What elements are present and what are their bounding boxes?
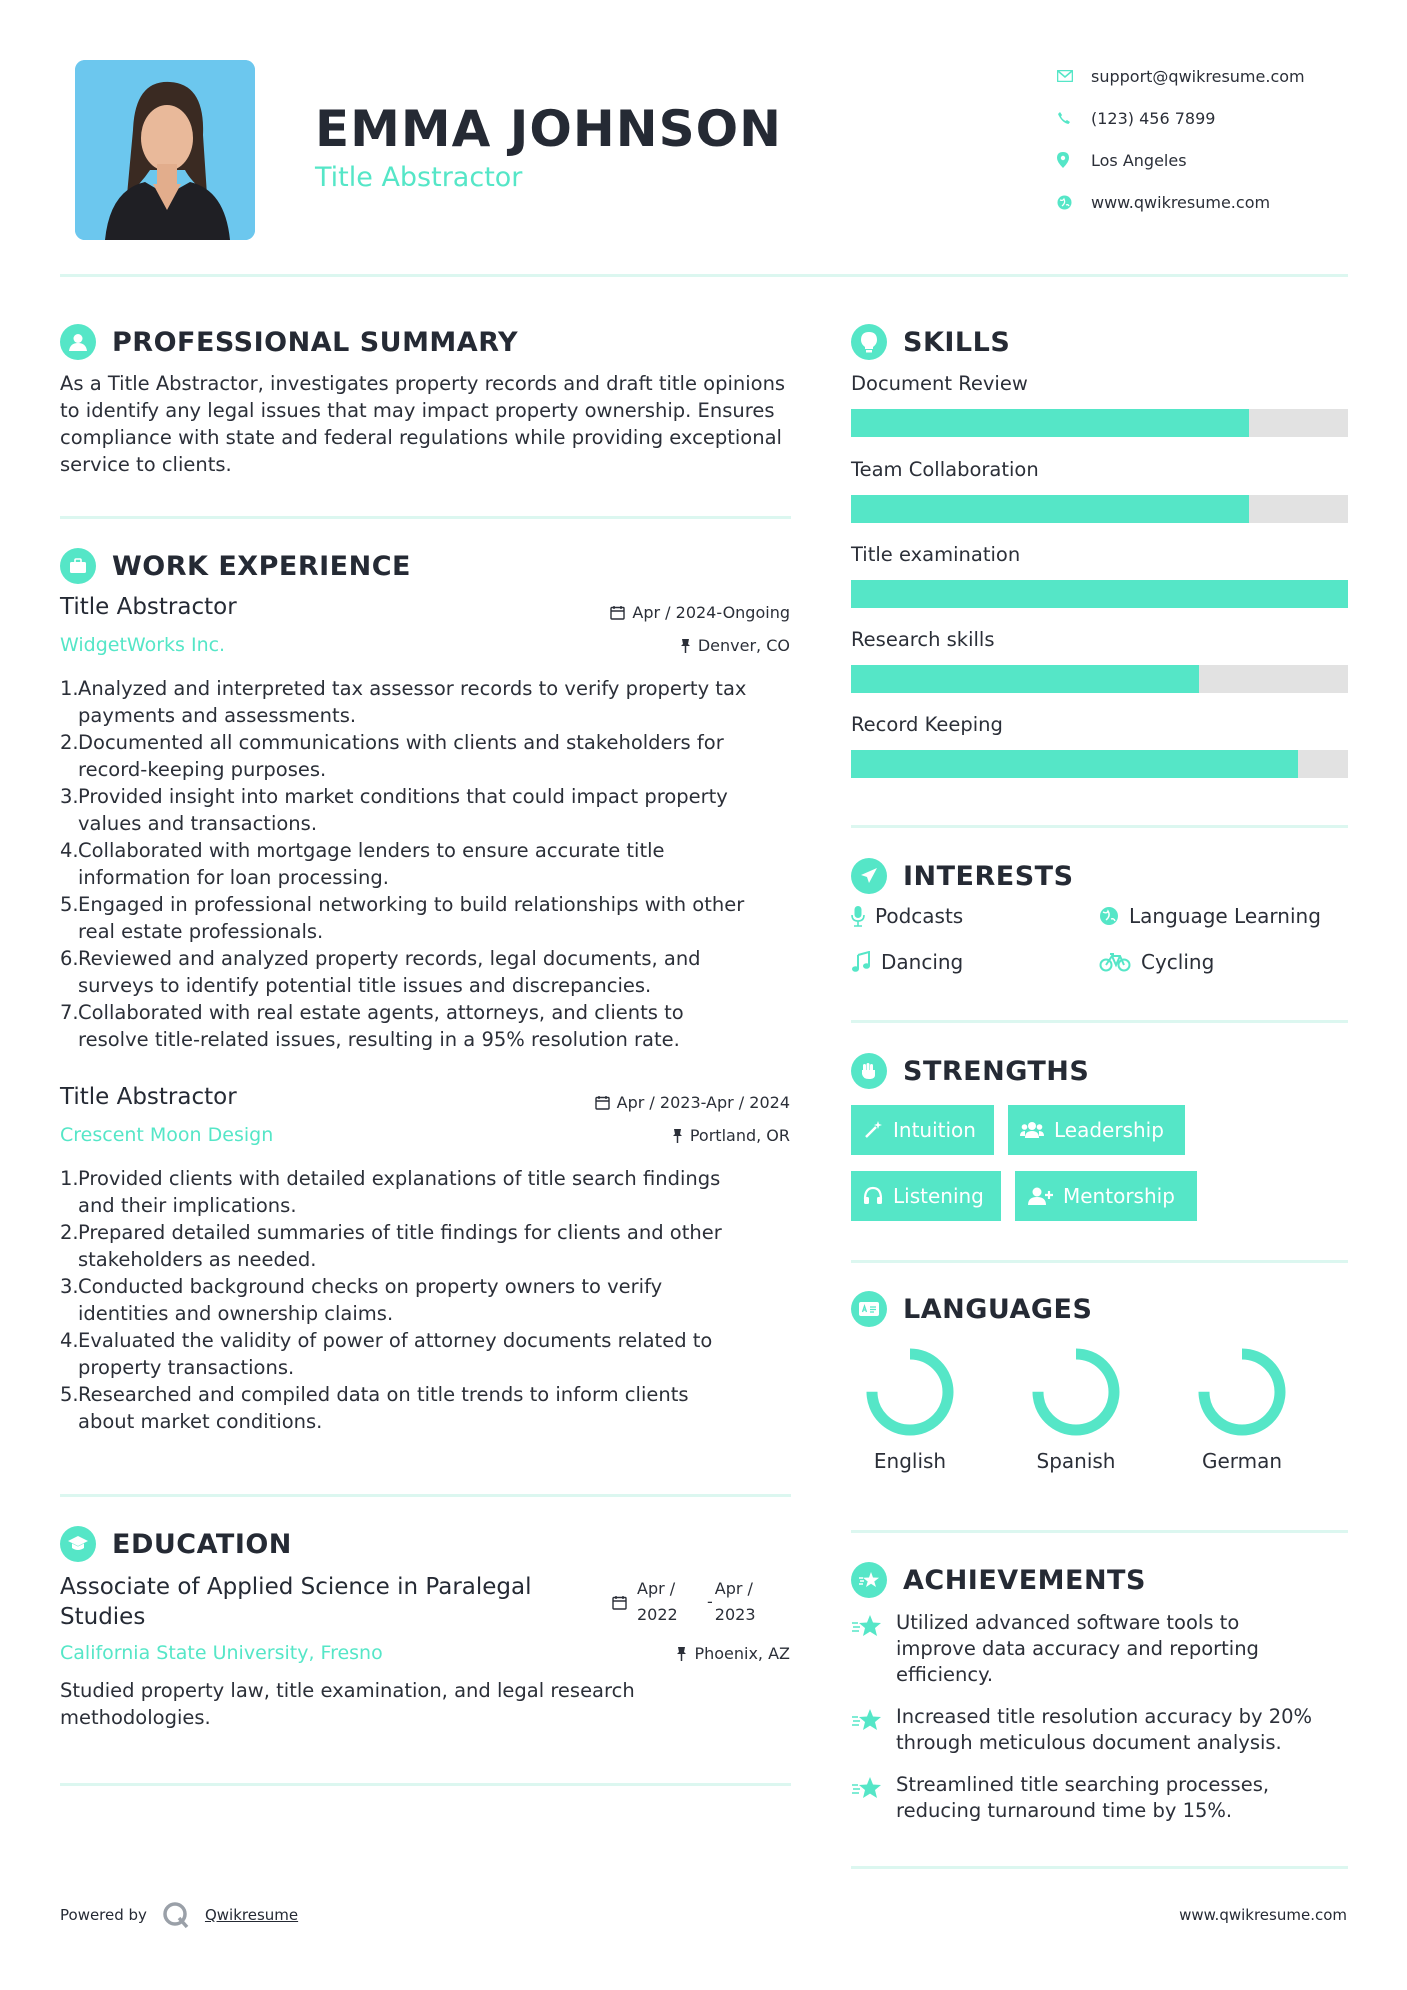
calendar-icon (610, 605, 625, 620)
website-text: www.qwikresume.com (1091, 192, 1271, 212)
qwikresume-link[interactable]: Qwikresume (204, 1906, 299, 1924)
interest-podcasts: Podcasts (851, 904, 963, 928)
briefcase-icon (68, 556, 88, 576)
work-heading: WORK EXPERIENCE (60, 548, 411, 584)
footer-powered-by (60, 1900, 298, 1930)
pushpin-icon (676, 1646, 687, 1661)
summary-divider (60, 516, 791, 519)
list-item: 5. Engaged in professional networking to build relationships with other real estate professionals. (60, 893, 745, 943)
location-pin-icon (1057, 152, 1069, 168)
candidate-title: Title Abstractor (315, 162, 523, 193)
skill-bar (851, 580, 1348, 608)
interests-divider (851, 1020, 1348, 1023)
star-badge-icon (858, 1570, 880, 1590)
skill-label: Title examination (851, 543, 1021, 566)
microphone-icon (851, 905, 865, 927)
contact-email[interactable] (1055, 55, 1355, 97)
graduation-cap-icon (67, 1534, 89, 1554)
fist-icon (859, 1061, 879, 1081)
contact-list (1055, 55, 1355, 223)
language-spanish (1016, 1345, 1136, 1473)
skills-divider (851, 825, 1348, 828)
language-ring (863, 1345, 957, 1439)
strengths-divider (851, 1260, 1348, 1263)
contact-website[interactable] (1055, 181, 1355, 223)
skill-label: Record Keeping (851, 713, 1003, 736)
interest-language-learning: Language Learning (1099, 904, 1321, 928)
strength-chip-intuition: Intuition (851, 1105, 994, 1155)
skill-bar (851, 409, 1348, 437)
skill-label: Document Review (851, 372, 1028, 395)
qwikresume-logo-icon (161, 1900, 191, 1930)
skills-heading: SKILLS (851, 324, 1010, 360)
paper-plane-icon (859, 866, 879, 886)
list-item: 4. Collaborated with mortgage lenders to ensure accurate title information for loan processing. (60, 839, 665, 889)
globe-icon (1057, 195, 1072, 210)
job-2-bullets (60, 1165, 800, 1435)
school-name: California State University, Fresno (60, 1642, 383, 1664)
star-icon (851, 1613, 883, 1639)
education-description: Studied property law, title examination, and legal research methodologies. (60, 1679, 635, 1729)
list-item: 7. Collaborated with real estate agents, attorneys, and clients to resolve title-related issues, resulting in a 95% resolution rate. (60, 1001, 684, 1051)
language-english (850, 1345, 970, 1473)
magic-wand-icon (863, 1120, 883, 1140)
education-heading: EDUCATION (60, 1526, 292, 1562)
interest-cycling: Cycling (1099, 950, 1214, 974)
achievements-heading: ACHIEVEMENTS (851, 1562, 1146, 1598)
language-label: English (873, 1449, 947, 1473)
contact-location (1055, 139, 1355, 181)
portrait-image (75, 60, 255, 240)
list-item: 1. Provided clients with detailed explanations of title search findings and their implications. (60, 1167, 721, 1217)
star-icon (851, 1707, 883, 1733)
achievement-item: Utilized advanced software tools to improve data accuracy and reporting efficiency. (851, 1610, 1351, 1688)
lightbulb-icon (860, 331, 878, 353)
star-icon (851, 1775, 883, 1801)
users-icon (1020, 1121, 1044, 1139)
list-item: 6. Reviewed and analyzed property records, legal documents, and surveys to identify potential title issues and discrepancies. (60, 947, 701, 997)
language-german (1182, 1345, 1302, 1473)
education-dates: Apr / 2022 - Apr / 2023 (612, 1576, 756, 1628)
language-label: Spanish (1036, 1449, 1116, 1473)
skill-bar-fill (851, 409, 1249, 437)
globe-icon (1099, 906, 1119, 926)
header-divider (60, 274, 1348, 277)
work-divider (60, 1494, 791, 1497)
degree-title: Associate of Applied Science in Paralegal Studies (60, 1574, 532, 1630)
email-icon (1057, 70, 1073, 82)
job-1-date: Apr / 2024-Ongoing (610, 603, 790, 622)
calendar-icon (612, 1595, 627, 1610)
language-card-icon (858, 1301, 880, 1317)
skill-bar-fill (851, 580, 1348, 608)
language-label: German (1201, 1449, 1283, 1473)
languages-divider (851, 1530, 1348, 1533)
pushpin-icon (680, 638, 691, 653)
strength-chip-leadership: Leadership (1008, 1105, 1185, 1155)
phone-text: (123) 456 7899 (1091, 108, 1216, 128)
job-2-date: Apr / 2023-Apr / 2024 (595, 1093, 790, 1112)
skill-label: Team Collaboration (851, 458, 1039, 481)
bicycle-icon (1099, 952, 1131, 972)
list-item: 3. Conducted background checks on property owners to verify identities and ownership claims. (60, 1275, 663, 1325)
interest-dancing: Dancing (851, 950, 963, 974)
list-item: 2. Documented all communications with clients and stakeholders for record-keeping purposes. (60, 731, 724, 781)
education-location: Phoenix, AZ (676, 1644, 790, 1663)
powered-by-label: Powered by (60, 1906, 147, 1924)
strength-chip-mentorship: Mentorship (1015, 1171, 1197, 1221)
contact-phone[interactable] (1055, 97, 1355, 139)
profile-photo (75, 60, 255, 240)
user-icon (68, 332, 88, 352)
achievement-item: Streamlined title searching processes, reducing turnaround time by 15%. (851, 1772, 1351, 1824)
skill-bar-fill (851, 665, 1199, 693)
job-2-title: Title Abstractor (60, 1084, 237, 1110)
skill-bar (851, 750, 1348, 778)
language-ring (1029, 1345, 1123, 1439)
skill-bar-fill (851, 495, 1249, 523)
interests-heading: INTERESTS (851, 858, 1074, 894)
list-item: 3. Provided insight into market conditions that could impact property values and transactions. (60, 785, 728, 835)
education-divider (60, 1783, 791, 1786)
job-1-title: Title Abstractor (60, 594, 237, 620)
pushpin-icon (672, 1128, 683, 1143)
email-text: support@qwikresume.com (1091, 66, 1305, 86)
summary-heading: PROFESSIONAL SUMMARY (60, 324, 518, 360)
strengths-heading: STRENGTHS (851, 1053, 1089, 1089)
job-2-location: Portland, OR (672, 1126, 790, 1145)
location-text: Los Angeles (1091, 150, 1187, 170)
achievement-item: Increased title resolution accuracy by 20% through meticulous document analysis. (851, 1704, 1351, 1756)
job-2-company: Crescent Moon Design (60, 1124, 274, 1146)
language-ring (1195, 1345, 1289, 1439)
music-note-icon (851, 951, 871, 973)
job-1-location: Denver, CO (680, 636, 790, 655)
list-item: 1. Analyzed and interpreted tax assessor records to verify property tax payments and assessments. (60, 677, 747, 727)
list-item: 5. Researched and compiled data on title trends to inform clients about market conditions. (60, 1383, 689, 1433)
footer-website[interactable]: www.qwikresume.com (1179, 1906, 1347, 1924)
job-1-bullets (60, 675, 800, 1053)
list-item: 2. Prepared detailed summaries of title findings for clients and other stakeholders as needed. (60, 1221, 722, 1271)
user-plus-icon (1027, 1186, 1053, 1206)
summary-text: As a Title Abstractor, investigates property records and draft title opinions to identify any legal issues that may impact property ownership. Ensures compliance with state and federal regulations while providing exceptional service to clients. (60, 372, 786, 476)
skill-bar (851, 665, 1348, 693)
calendar-icon (595, 1095, 610, 1110)
headphones-icon (863, 1186, 883, 1206)
list-item: 4. Evaluated the validity of power of attorney documents related to property transactions. (60, 1329, 713, 1379)
skill-bar-fill (851, 750, 1298, 778)
languages-heading: LANGUAGES (851, 1291, 1092, 1327)
job-1-company: WidgetWorks Inc. (60, 634, 226, 656)
candidate-name: EMMA JOHNSON (315, 100, 782, 158)
achievements-divider (851, 1866, 1348, 1869)
skill-label: Research skills (851, 628, 995, 651)
skill-bar (851, 495, 1348, 523)
strength-chip-listening: Listening (851, 1171, 1001, 1221)
phone-icon (1057, 111, 1071, 125)
